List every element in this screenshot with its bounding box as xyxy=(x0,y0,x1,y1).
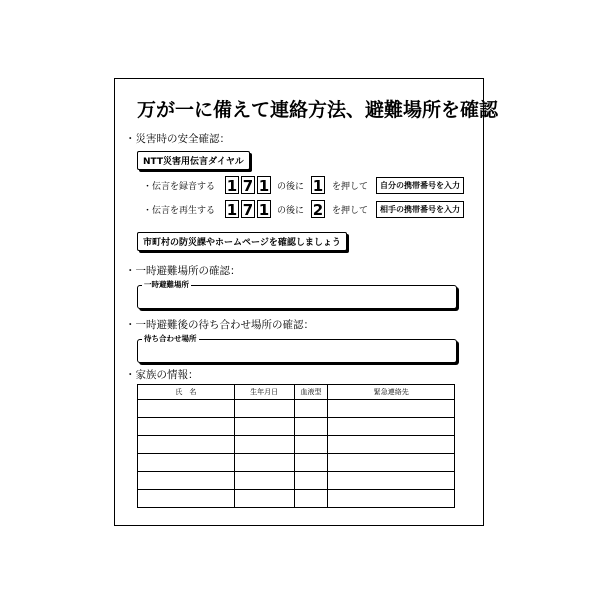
col-name: 氏 名 xyxy=(138,385,235,400)
record-digit-1: 1 xyxy=(226,177,238,195)
safety-heading: ・災害時の安全確認： xyxy=(125,133,230,145)
table-row xyxy=(138,436,455,454)
table-cell xyxy=(294,418,328,436)
play-label: ・伝言を再生する xyxy=(143,205,216,216)
play-action-text: を押して xyxy=(332,205,369,216)
meeting-heading: ・一時避難後の待ち合わせ場所の確認： xyxy=(125,319,314,331)
table-row xyxy=(138,418,455,436)
record-result-box: 自分の携帯番号を入力 xyxy=(376,177,464,194)
play-mid-text: の後に xyxy=(277,205,305,216)
table-cell xyxy=(294,436,328,454)
col-blood-type: 血液型 xyxy=(294,385,328,400)
table-row xyxy=(138,400,455,418)
table-cell xyxy=(138,418,235,436)
emergency-board xyxy=(114,78,499,526)
record-message-row xyxy=(143,175,464,195)
temp-shelter-field-label: 一時避難場所 xyxy=(144,280,189,289)
table-cell xyxy=(234,454,294,472)
play-result-box: 相手の携帯番号を入力 xyxy=(376,201,464,218)
table-cell xyxy=(234,400,294,418)
table-cell xyxy=(294,454,328,472)
table-cell xyxy=(294,400,328,418)
record-digit-2: 7 xyxy=(242,177,254,195)
play-digit-3: 1 xyxy=(258,201,270,219)
table-cell xyxy=(328,436,455,454)
table-cell xyxy=(294,472,328,490)
board-title: 万が一に備えて連絡方法、避難場所を確認 xyxy=(137,99,499,121)
table-cell xyxy=(328,490,455,508)
table-cell xyxy=(328,418,455,436)
family-table xyxy=(137,384,455,508)
table-cell xyxy=(328,400,455,418)
play-digit-1: 1 xyxy=(226,201,238,219)
family-table-header xyxy=(138,385,455,400)
table-cell xyxy=(234,436,294,454)
record-action-text: を押して xyxy=(332,181,369,192)
table-cell xyxy=(234,418,294,436)
temp-shelter-heading: ・一時避難場所の確認： xyxy=(125,265,241,277)
play-message-row xyxy=(143,199,464,219)
table-cell xyxy=(328,454,455,472)
table-cell xyxy=(138,400,235,418)
table-cell xyxy=(234,472,294,490)
table-row xyxy=(138,472,455,490)
ntt-dial-label: NTT災害用伝言ダイヤル xyxy=(137,151,250,170)
record-label: ・伝言を録音する xyxy=(143,181,216,192)
table-cell xyxy=(328,472,455,490)
meeting-place-field xyxy=(137,334,457,363)
meeting-place-field-label: 待ち合わせ場所 xyxy=(144,334,197,343)
temp-shelter-field xyxy=(137,280,457,309)
table-row xyxy=(138,454,455,472)
table-cell xyxy=(234,490,294,508)
table-cell xyxy=(138,472,235,490)
record-digit-3: 1 xyxy=(258,177,270,195)
play-key: 2 xyxy=(312,201,324,219)
col-emergency-contact: 緊急連絡先 xyxy=(328,385,455,400)
record-key: 1 xyxy=(312,177,324,195)
play-digit-2: 7 xyxy=(242,201,254,219)
family-heading: ・家族の情報： xyxy=(125,369,199,381)
table-cell xyxy=(294,490,328,508)
table-cell xyxy=(138,490,235,508)
municipal-note: 市町村の防災課やホームページを確認しましょう xyxy=(137,232,347,251)
record-mid-text: の後に xyxy=(277,181,305,192)
col-birthdate: 生年月日 xyxy=(234,385,294,400)
table-cell xyxy=(138,454,235,472)
table-row xyxy=(138,490,455,508)
table-cell xyxy=(138,436,235,454)
